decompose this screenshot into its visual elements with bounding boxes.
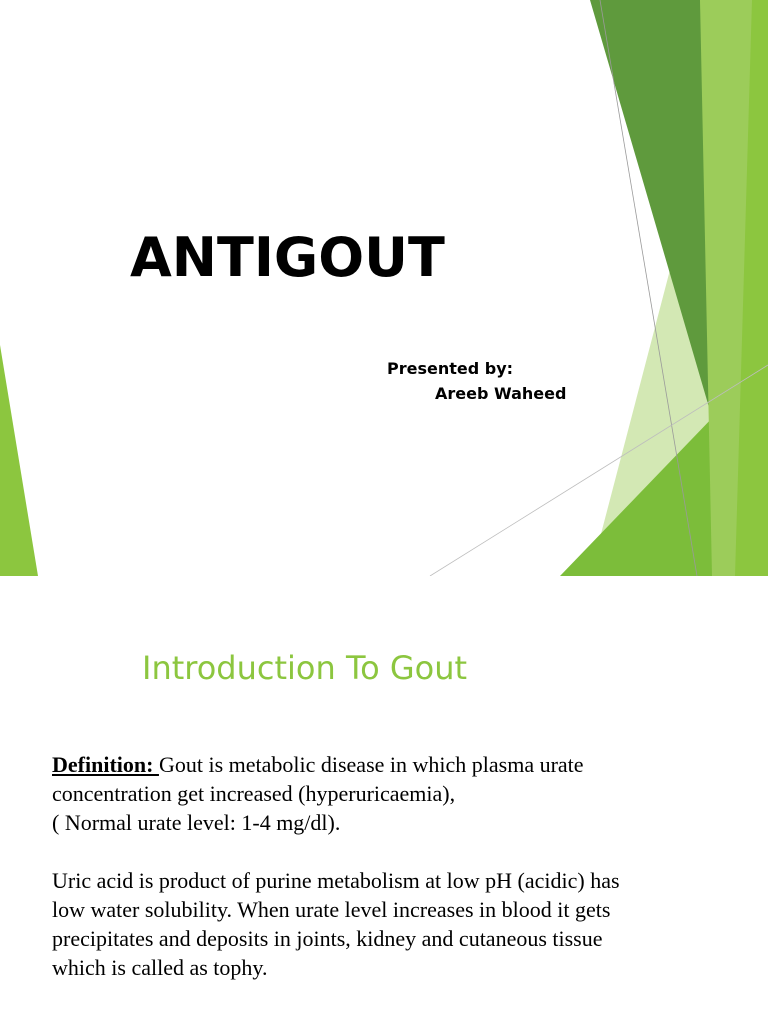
definition-line-2: concentration get increased (hyperuricaemia), bbox=[52, 781, 456, 806]
paragraph-line-1: Uric acid is product of purine metabolism at low pH (acidic) has bbox=[52, 868, 620, 893]
intro-heading: Introduction To Gout bbox=[142, 649, 468, 687]
definition-text-1: Gout is metabolic disease in which plasma urate bbox=[158, 752, 584, 777]
left-edge-sliver bbox=[0, 345, 38, 576]
uric-acid-paragraph bbox=[52, 866, 692, 982]
intro-slide bbox=[0, 576, 768, 1024]
paragraph-line-2: low water solubility. When urate level increases in blood it gets bbox=[52, 897, 611, 922]
presented-by-label: Presented by: bbox=[387, 359, 514, 378]
paragraph-line-4: which is called as tophy. bbox=[52, 955, 268, 980]
definition-block bbox=[52, 750, 692, 837]
definition-line-1 bbox=[52, 750, 692, 779]
definition-line-3: ( Normal urate level: 1-4 mg/dl). bbox=[52, 810, 341, 835]
paragraph-line-3: precipitates and deposits in joints, kidney and cutaneous tissue bbox=[52, 926, 603, 951]
presenter-name: Areeb Waheed bbox=[435, 384, 567, 403]
presentation-title: ANTIGOUT bbox=[130, 226, 445, 289]
definition-label: Definition: bbox=[52, 752, 159, 777]
